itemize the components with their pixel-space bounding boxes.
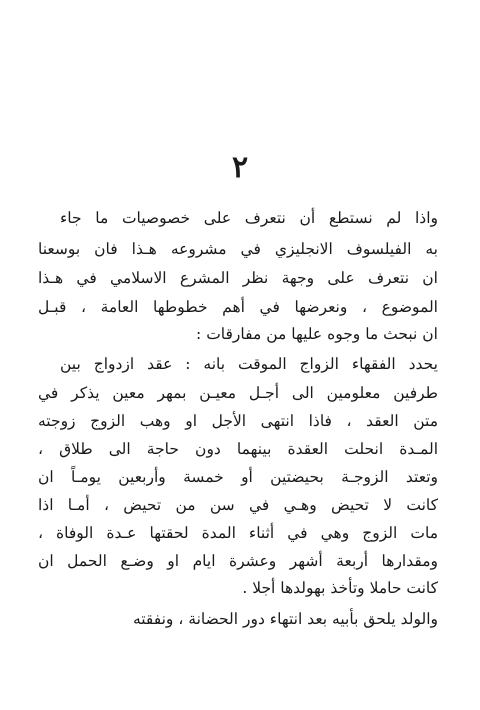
text-line: به الفيلسوف الانجليزي في مشروعه هـذا فان بوسعنا — [38, 240, 438, 258]
text-line: كانت لا تحيض وهـي في سن من تحيض ، أمـا اذا — [38, 496, 438, 514]
text-line: المـدة انحلت العقدة بينهما دون حاجة الى طلاق ، — [38, 440, 438, 458]
text-line: كانت حاملا وتأخذ بهولدها أجلا . — [242, 579, 438, 597]
text-line: ان نتعرف على وجهة نظر المشرع الاسلامي في هـذا — [38, 269, 438, 287]
text-line: الموضوع ، ونعرضها في أهم خطوطها العامة ، قبـل — [38, 298, 438, 316]
text-line: والولد يلحق بأبيه بعد انتهاء دور الحضانة ، ونفقته — [132, 610, 438, 628]
text-line: وتعتد الزوجـة بحيضتين أو خمسة وأربعين يومـاً ان — [38, 468, 438, 486]
text-line: مات الزوج وهي في أثناء المدة لحقتها عـدة الوفاة ، — [38, 524, 438, 542]
text-line: يحدد الفقهاء الزواج الموقت بانه : عقد ازدواج بين — [60, 355, 438, 373]
chapter-number: ٢ — [231, 150, 249, 185]
text-line: ان نبحث ما وجوه عليها من مفارقات : — [196, 325, 438, 343]
text-line: واذا لم نستطع أن نتعرف على خصوصيات ما جاء — [60, 209, 438, 227]
text-line: ومقدارها أربعة أشهر وعشرة ايام او وضـع الحمل ان — [38, 552, 438, 570]
text-line: متن العقد ، فاذا انتهى الأجل او وهب الزوج زوجته — [38, 412, 438, 430]
text-line: طرفين معلومين الى أجـل معيـن بمهر معين يذكر في — [38, 384, 438, 402]
